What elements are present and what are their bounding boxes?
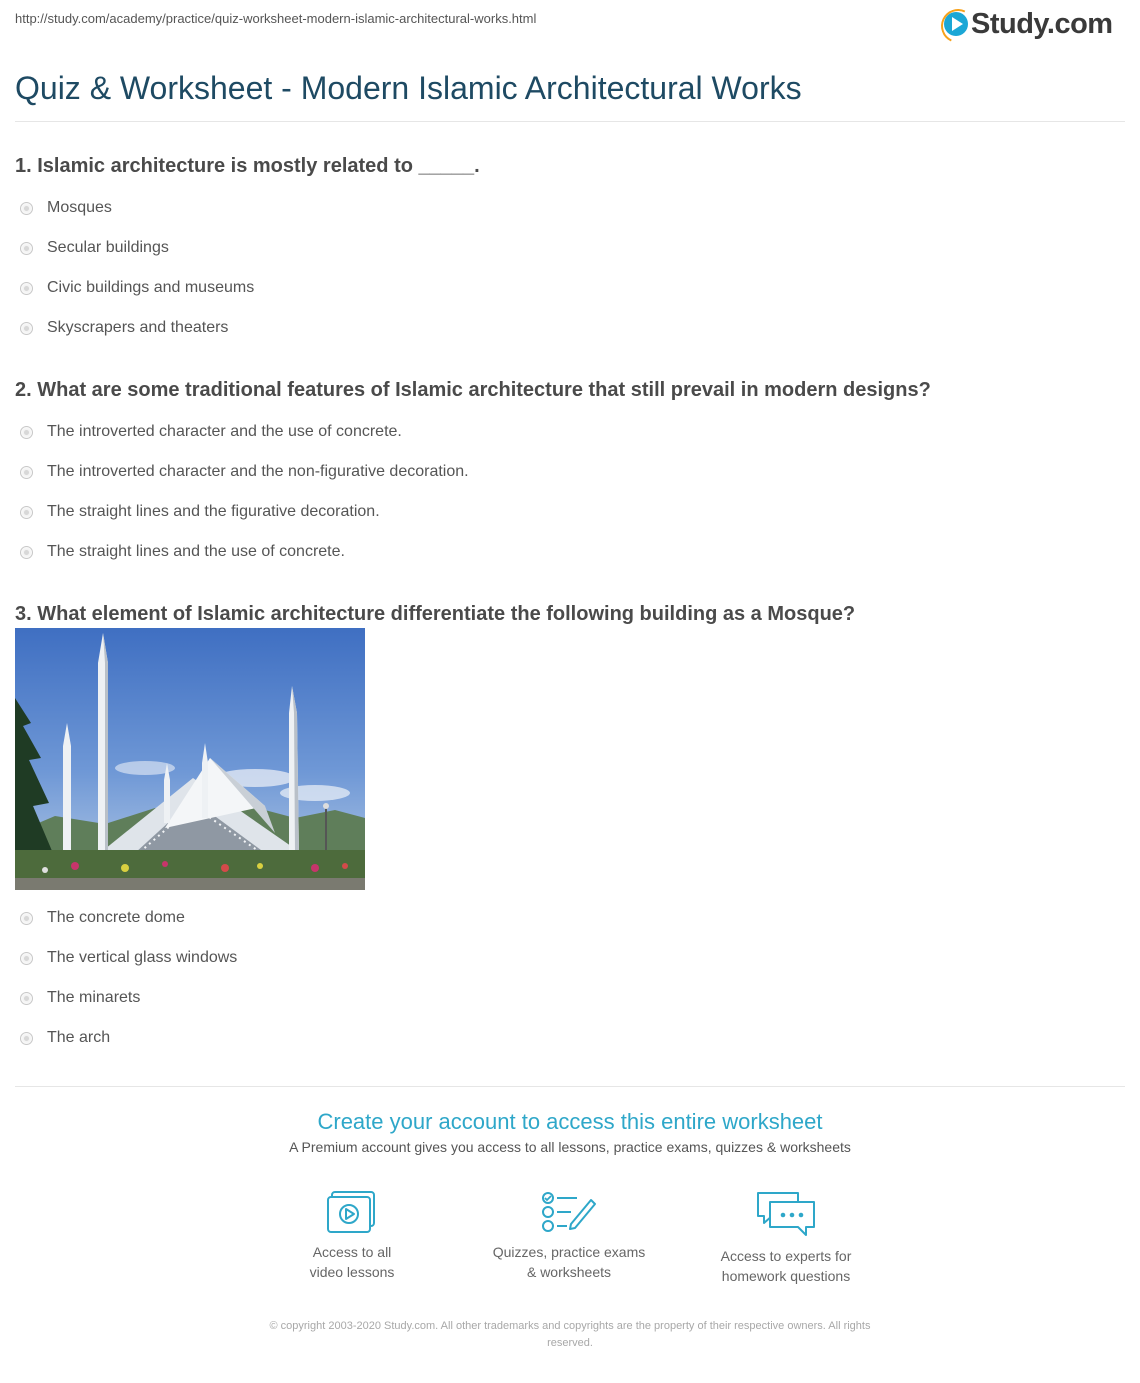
radio-button[interactable] bbox=[20, 1032, 33, 1045]
question-2: 2. What are some traditional features of Islamic architecture that still prevail in modern designs? bbox=[15, 379, 931, 401]
q1-option-3[interactable] bbox=[20, 276, 254, 300]
feature-label: Access to all video lessons bbox=[309, 1244, 395, 1280]
study-logo[interactable] bbox=[944, 6, 1113, 42]
option-label: The introverted character and the use of concrete. bbox=[47, 423, 402, 440]
cta-title[interactable]: Create your account to access this entire worksheet bbox=[317, 1109, 823, 1134]
radio-button[interactable] bbox=[20, 242, 33, 255]
mosque-photo bbox=[15, 628, 365, 890]
radio-button[interactable] bbox=[20, 466, 33, 479]
radio-button[interactable] bbox=[20, 546, 33, 559]
feature-experts bbox=[686, 1190, 886, 1286]
question-3: 3. What element of Islamic architecture differentiate the following building as a Mosque? bbox=[15, 603, 856, 625]
logo-text: Study.com bbox=[971, 7, 1113, 40]
q3-option-3[interactable] bbox=[20, 986, 140, 1010]
q2-option-2[interactable] bbox=[20, 460, 469, 484]
q1-option-4[interactable] bbox=[20, 316, 228, 340]
feature-label: Quizzes, practice exams & worksheets bbox=[492, 1244, 646, 1280]
q1-option-1[interactable] bbox=[20, 196, 112, 220]
option-label: The straight lines and the figurative decoration. bbox=[47, 503, 380, 520]
q2-option-3[interactable] bbox=[20, 500, 380, 524]
radio-button[interactable] bbox=[20, 952, 33, 965]
q2-option-1[interactable] bbox=[20, 420, 402, 444]
quiz-checklist-icon bbox=[541, 1190, 597, 1234]
radio-button[interactable] bbox=[20, 202, 33, 215]
radio-button[interactable] bbox=[20, 322, 33, 335]
option-label: The minarets bbox=[47, 989, 141, 1006]
feature-quizzes bbox=[469, 1190, 669, 1282]
q3-option-4[interactable] bbox=[20, 1026, 110, 1050]
q2-option-4[interactable] bbox=[20, 540, 345, 564]
radio-button[interactable] bbox=[20, 992, 33, 1005]
feature-label: Access to experts for homework questions bbox=[720, 1248, 852, 1284]
option-label: Secular buildings bbox=[47, 239, 169, 256]
option-label: The arch bbox=[47, 1029, 111, 1046]
feature-video-lessons bbox=[252, 1190, 452, 1282]
chat-bubbles-icon bbox=[754, 1190, 818, 1238]
option-label: The introverted character and the non-figurative decoration. bbox=[47, 463, 469, 480]
study-play-logo-icon bbox=[944, 12, 968, 36]
page-url: http://study.com/academy/practice/quiz-worksheet-modern-islamic-architectural-works.html bbox=[15, 11, 537, 26]
option-label: Civic buildings and museums bbox=[47, 279, 255, 296]
q3-option-2[interactable] bbox=[20, 946, 237, 970]
option-label: Skyscrapers and theaters bbox=[47, 319, 229, 336]
page-title: Quiz & Worksheet - Modern Islamic Architectural Works bbox=[15, 70, 802, 106]
option-label: The vertical glass windows bbox=[47, 949, 238, 966]
radio-button[interactable] bbox=[20, 506, 33, 519]
radio-button[interactable] bbox=[20, 912, 33, 925]
option-label: The straight lines and the use of concrete. bbox=[47, 543, 345, 560]
cta-subtitle: A Premium account gives you access to all lessons, practice exams, quizzes & worksheets bbox=[289, 1139, 851, 1155]
q1-option-2[interactable] bbox=[20, 236, 169, 260]
content-divider bbox=[15, 1086, 1125, 1087]
radio-button[interactable] bbox=[20, 282, 33, 295]
video-lesson-icon bbox=[326, 1190, 378, 1234]
question-1: 1. Islamic architecture is mostly related to _____. bbox=[15, 155, 480, 177]
q3-option-1[interactable] bbox=[20, 906, 185, 930]
radio-button[interactable] bbox=[20, 426, 33, 439]
copyright-footer: © copyright 2003-2020 Study.com. All other trademarks and copyrights are the property of their respective owners. All rights reserved. bbox=[269, 1320, 871, 1349]
option-label: Mosques bbox=[47, 199, 112, 216]
title-divider bbox=[15, 121, 1125, 122]
option-label: The concrete dome bbox=[47, 909, 185, 926]
